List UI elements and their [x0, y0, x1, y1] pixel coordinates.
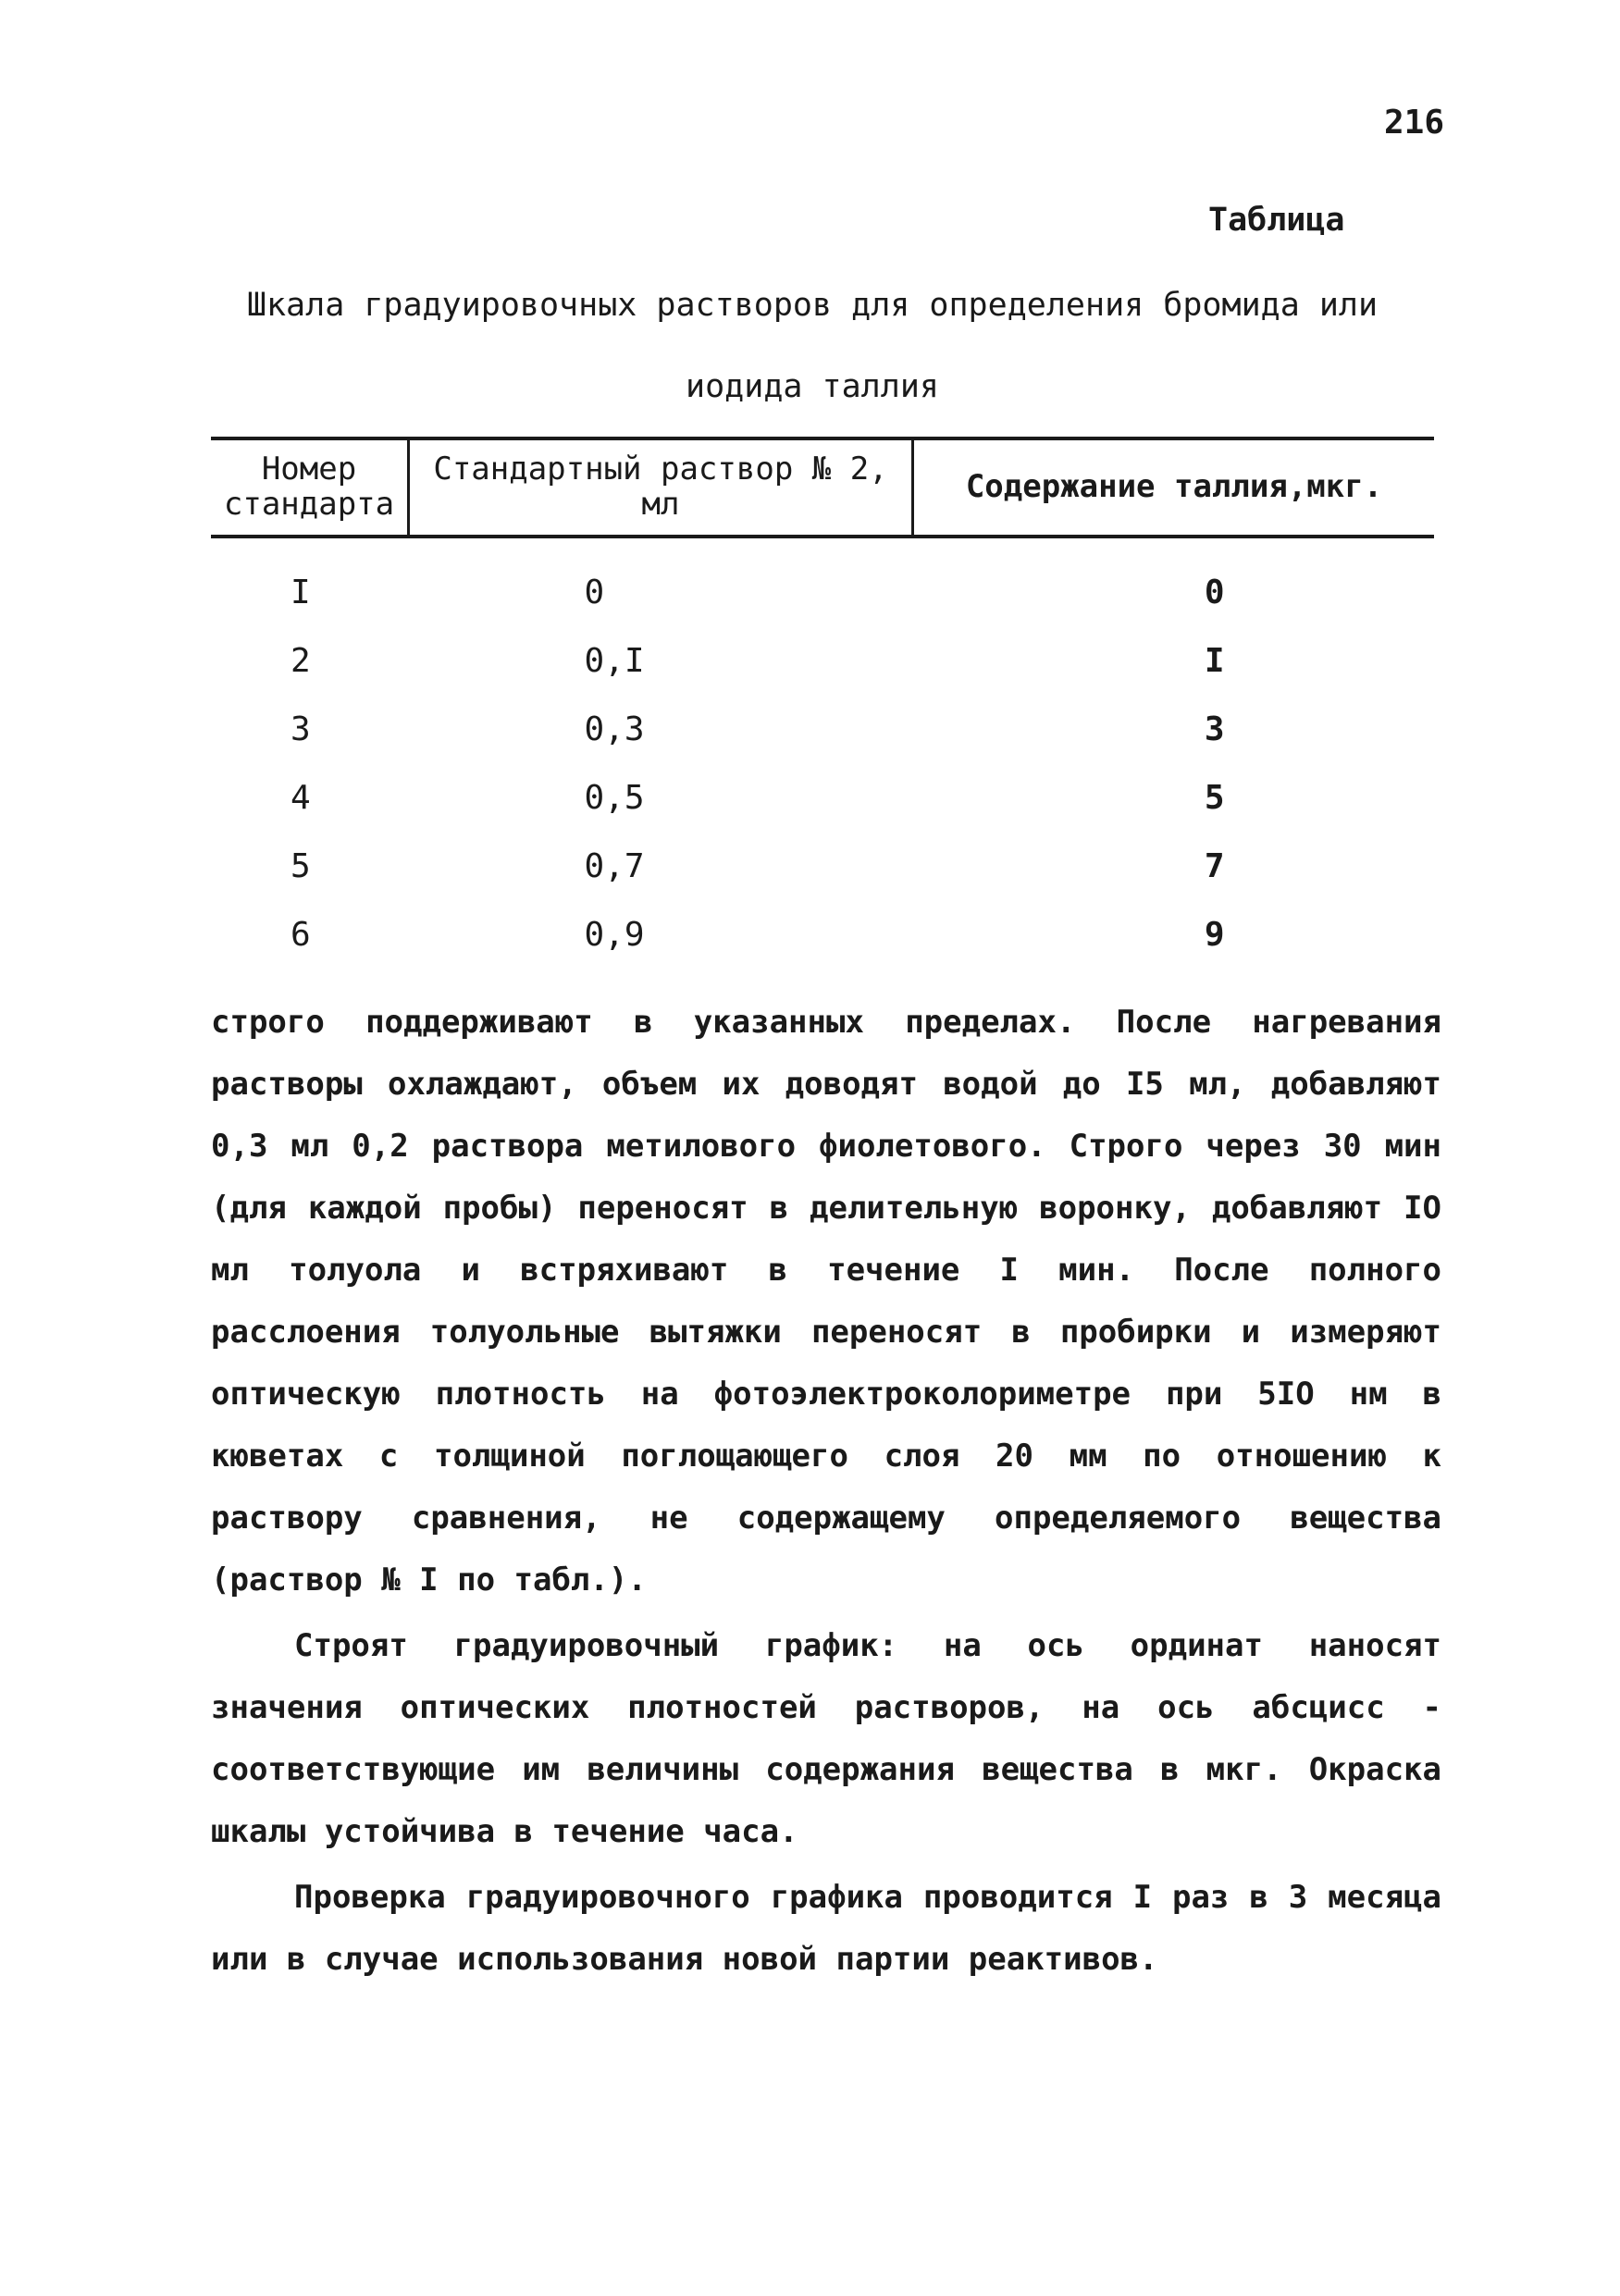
column-header-standard-number: Номер стандарта: [211, 438, 409, 537]
cell-standard-number: 2: [291, 641, 311, 680]
cell-solution-volume: 0,5: [584, 778, 645, 817]
table-header-row: [211, 438, 1434, 537]
table-row: [211, 626, 1434, 695]
cell-thallium-content: 7: [1204, 846, 1225, 885]
cell-solution-volume: 0,3: [584, 710, 645, 748]
table-label: Таблица: [1208, 202, 1345, 239]
cell-thallium-content: I: [1204, 641, 1225, 680]
cell-thallium-content: 0: [1204, 573, 1225, 611]
cell-standard-number: I: [291, 573, 311, 611]
cell-standard-number: 6: [291, 915, 311, 954]
table-row: [211, 695, 1434, 763]
cell-standard-number: 4: [291, 778, 311, 817]
table-caption: Шкала градуировочных растворов для определения бромида или иодида таллия: [246, 287, 1379, 405]
column-header-standard-solution: Стандартный раствор № 2, мл: [409, 438, 913, 537]
table-row: [211, 900, 1434, 969]
cell-standard-number: 3: [291, 710, 311, 748]
body-text: [211, 992, 1441, 1991]
cell-thallium-content: 5: [1204, 778, 1225, 817]
cell-thallium-content: 3: [1204, 710, 1225, 748]
cell-solution-volume: 0,7: [584, 846, 645, 885]
table-row: [211, 832, 1434, 900]
paragraph-verification: Проверка градуировочного графика проводится I раз в 3 месяца или в случае использования новой партии реактивов.: [211, 1879, 1441, 1978]
column-header-thallium-content: Содержание таллия,мкг.: [913, 438, 1435, 537]
cell-standard-number: 5: [291, 846, 311, 885]
page-number: 216: [1384, 104, 1445, 142]
table-row: [211, 763, 1434, 832]
cell-thallium-content: 9: [1204, 915, 1225, 954]
cell-solution-volume: 0: [584, 573, 605, 611]
cell-solution-volume: 0,9: [584, 915, 645, 954]
calibration-table: [211, 437, 1434, 969]
paragraph-procedure: строго поддерживают в указанных пределах. После нагревания растворы охлаждают, объем их доводят водой до I5 мл, добавляют 0,3 мл 0,2 раствора метилового фиолетового. Строго через 30 мин (для каждой пробы) переносят в делительную воронку, добавляют IO мл толуола и встряхивают в течение I мин. После полного расслоения толуольные вытяжки переносят в пробирки и измеряют оптическую плотность на фотоэлектроколориметре при 5IO нм в кюветах с толщиной поглощающего слоя 20 мм по отношению к раствору сравнения, не содержащему определяемого вещества (раствор № I по табл.).: [211, 1004, 1441, 1599]
cell-solution-volume: 0,I: [584, 641, 645, 680]
paragraph-calibration-graph: Строят градуировочный график: на ось ординат наносят значения оптических плотностей растворов, на ось абсцисс - соответствующие им величины содержания вещества в мкг. Окраска шкалы устойчива в течение часа.: [211, 1627, 1441, 1850]
table-row: [211, 537, 1434, 626]
